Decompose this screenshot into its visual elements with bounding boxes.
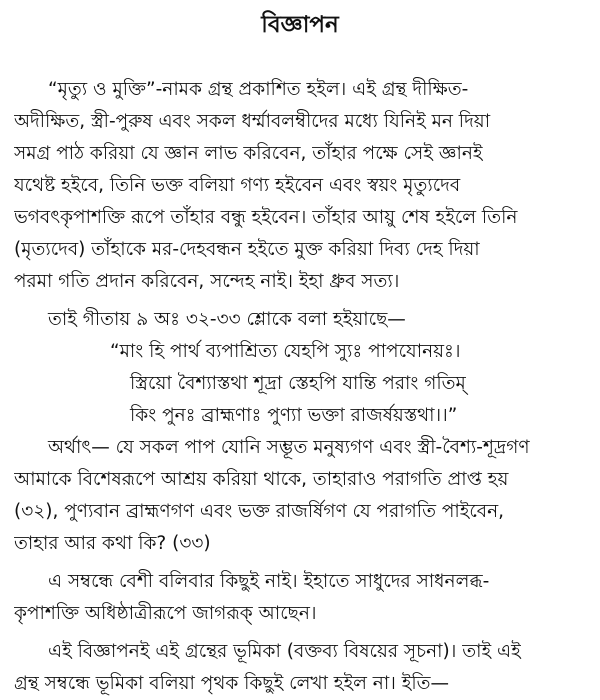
text-line: অর্থাৎ— যে সকল পাপ যোনি সম্ভূত মনুষ্যগণ এবং স্ত্রী-বৈশ্য-শূদ্রগণ (48, 437, 530, 458)
text-line: তাহার আর কথা কি? (৩৩) (14, 533, 211, 554)
text-line: ভগবৎকৃপাশক্তি রূপে তাঁহার বন্ধু হইবেন। তাঁহার আয়ু শেষ হইলে তিনি (14, 207, 518, 228)
text-line: এ সম্বন্ধে বেশী বলিবার কিছুই নাই। ইহাতে সাধুদের সাধনলব্ধ- (48, 571, 490, 592)
paragraph-gita-ref (14, 304, 586, 336)
verse-line: স্ত্রিয়ো বৈশ্যাস্তথা শূদ্রা স্তেহপি যান্তি পরাং গতিম্ (130, 373, 466, 394)
text-line: (মৃত্যদেব) তাঁহাকে মর-দেহবন্ধন হইতে মুক্ত করিয়া দিব্য দেহ দিয়া (14, 239, 480, 260)
page-title: বিজ্ঞাপন (261, 12, 339, 38)
paragraph-intro (14, 74, 586, 298)
text-line: কৃপাশক্তি অধিষ্ঠাত্রীরূপে জাগরূক্ আছেন। (14, 603, 317, 624)
verse-line: “মাং হি পার্থ ব্যপাশ্রিত্য যেহপি স্যুঃ পাপযোনয়ঃ। (110, 341, 461, 362)
paragraph-conclusion (14, 636, 586, 700)
text-line: এই বিজ্ঞাপনই এই গ্রন্থের ভূমিকা (বক্তব্য বিষয়ের সূচনা)। তাই এই (48, 641, 521, 662)
text-line: পরমা গতি প্রদান করিবেন, সন্দেহ নাই। ইহা ধ্রুব সত্য। (14, 271, 400, 292)
text-line: যথেষ্ট হইবে, তিনি ভক্ত বলিয়া গণ্য হইবেন এবং স্বয়ং মৃত্যুদেব (14, 175, 461, 196)
text-line: আমাকে বিশেষরূপে আশ্রয় করিয়া থাকে, তাহারাও পরাগতি প্রাপ্ত হয় (14, 469, 509, 490)
verse-block (14, 336, 586, 432)
text-line: “মৃত্যু ও মুক্তি”-নামক গ্রন্থ প্রকাশিত হইল। এই গ্রন্থ দীক্ষিত- (48, 79, 469, 100)
verse-line: কিং পুনঃ ব্রাহ্মণাঃ পুণ্যা ভক্তা রাজর্ষয়স্তথা।।” (130, 405, 458, 426)
paragraph-sadhu (14, 566, 586, 630)
text-line: গ্রন্থ সম্বন্ধে ভূমিকা বলিয়া পৃথক কিছুই লেখা হইল না। ইতি— (14, 673, 450, 694)
text-line: (৩২), পুণ্যবান ব্রাহ্মণগণ এবং ভক্ত রাজর্ষিগণ যে পরাগতি পাইবেন, (14, 501, 505, 522)
text-line: অদীক্ষিত, স্ত্রী-পুরুষ এবং সকল ধর্ম্মাবলম্বীদের মধ্যে যিনিই মন দিয়া (14, 111, 491, 132)
text-line: সমগ্র পাঠ করিয়া যে জ্ঞান লাভ করিবেন, তাঁহার পক্ষে সেই জ্ঞানই (14, 143, 483, 164)
paragraph-meaning (14, 432, 586, 560)
text-line: তাই গীতায় ৯ অঃ ৩২-৩৩ শ্লোকে বলা হইয়াছে— (48, 309, 406, 330)
